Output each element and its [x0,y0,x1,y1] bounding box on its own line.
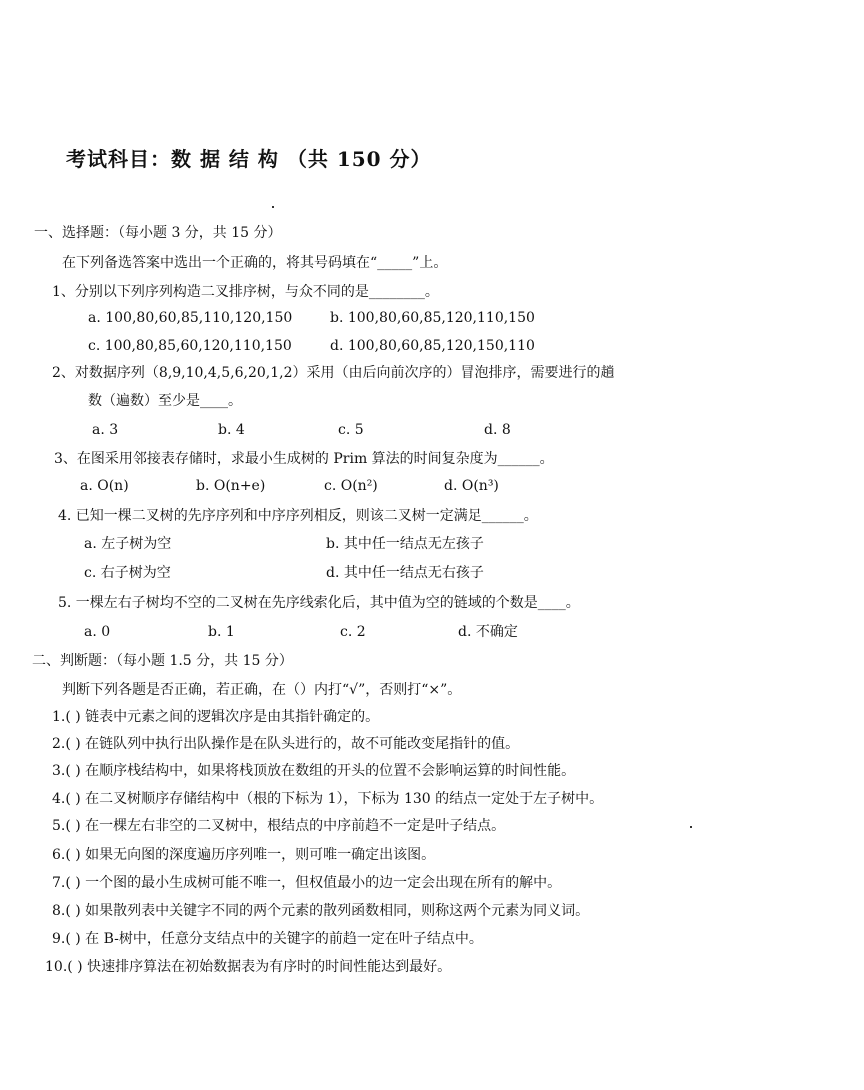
question-5-option-d: d. 不确定 [458,624,518,640]
question-3-option-b: b. O(n+e) [196,478,266,494]
judgment-item: 6.( ) 如果无向图的深度遍历序列唯一，则可唯一确定出该图。 [52,847,436,863]
question-1-option-a: a. 100,80,60,85,110,120,150 [88,310,293,326]
question-2-option-a: a. 3 [92,422,119,438]
question-2-stem-cont: 数（遍数）至少是____。 [88,393,242,409]
question-3-stem: 3、在图采用邻接表存储时，求最小生成树的 Prim 算法的时间复杂度为______。 [54,451,554,467]
scan-speck [690,826,692,828]
exam-title: 考试科目：数 据 结 构 （共 150 分） [66,147,432,171]
judgment-item: 7.( ) 一个图的最小生成树可能不唯一，但权值最小的边一定会出现在所有的解中。 [52,875,562,891]
judgment-item: 5.( ) 在一棵左右非空的二叉树中，根结点的中序前趋不一定是叶子结点。 [52,818,506,834]
question-1-option-c: c. 100,80,85,60,120,110,150 [88,338,292,354]
judgment-item: 10.( ) 快速排序算法在初始数据表为有序时的时间性能达到最好。 [45,959,452,975]
question-2-stem: 2、对数据序列（8,9,10,4,5,6,20,1,2）采用（由后向前次序的）冒泡排序，需要进行的趟 [52,365,615,381]
question-4-option-b: b. 其中任一结点无左孩子 [326,536,484,552]
judgment-item: 9.( ) 在 B-树中，任意分支结点中的关键字的前趋一定在叶子结点中。 [52,931,483,947]
question-5-stem: 5. 一棵左右子树均不空的二叉树在先序线索化后，其中值为空的链域的个数是____。 [58,595,580,611]
section1-instruction: 在下列备选答案中选出一个正确的，将其号码填在“_____”上。 [62,255,448,271]
question-2-option-b: b. 4 [218,422,245,438]
question-3-option-a: a. O(n) [80,478,129,494]
question-1-option-b: b. 100,80,60,85,120,110,150 [330,310,535,326]
judgment-item: 2.( ) 在链队列中执行出队操作是在队头进行的，故不可能改变尾指针的值。 [52,736,520,752]
question-1-stem: 1、分别以下列序列构造二叉排序树，与众不同的是________。 [52,284,439,300]
scan-speck [272,206,274,208]
question-5-option-a: a. 0 [84,624,111,640]
judgment-item: 8.( ) 如果散列表中关键字不同的两个元素的散列函数相同，则称这两个元素为同义词。 [52,903,590,919]
question-4-option-d: d. 其中任一结点无右孩子 [326,565,484,581]
judgment-item: 4.( ) 在二叉树顺序存储结构中（根的下标为 1），下标为 130 的结点一定处于左子树中。 [52,791,604,807]
question-2-option-c: c. 5 [338,422,364,438]
question-3-option-c: c. O(n²) [324,478,378,494]
question-5-option-b: b. 1 [208,624,235,640]
question-2-option-d: d. 8 [484,422,511,438]
section2-heading: 二、判断题：（每小题 1.5 分，共 15 分） [32,653,293,669]
judgment-item: 1.( ) 链表中元素之间的逻辑次序是由其指针确定的。 [52,709,380,725]
section2-instruction: 判断下列各题是否正确，若正确，在（）内打“√”，否则打“×”。 [62,682,462,698]
question-4-option-a: a. 左子树为空 [84,536,172,552]
question-3-option-d: d. O(n³) [444,478,499,494]
judgment-item: 3.( ) 在顺序栈结构中，如果将栈顶放在数组的开头的位置不会影响运算的时间性能。 [52,763,576,779]
question-5-option-c: c. 2 [340,624,366,640]
question-4-option-c: c. 右子树为空 [84,565,171,581]
question-1-option-d: d. 100,80,60,85,120,150,110 [330,338,535,354]
section1-heading: 一、选择题：（每小题 3 分，共 15 分） [34,225,282,241]
question-4-stem: 4. 已知一棵二叉树的先序序列和中序序列相反，则该二叉树一定满足______。 [58,508,538,524]
